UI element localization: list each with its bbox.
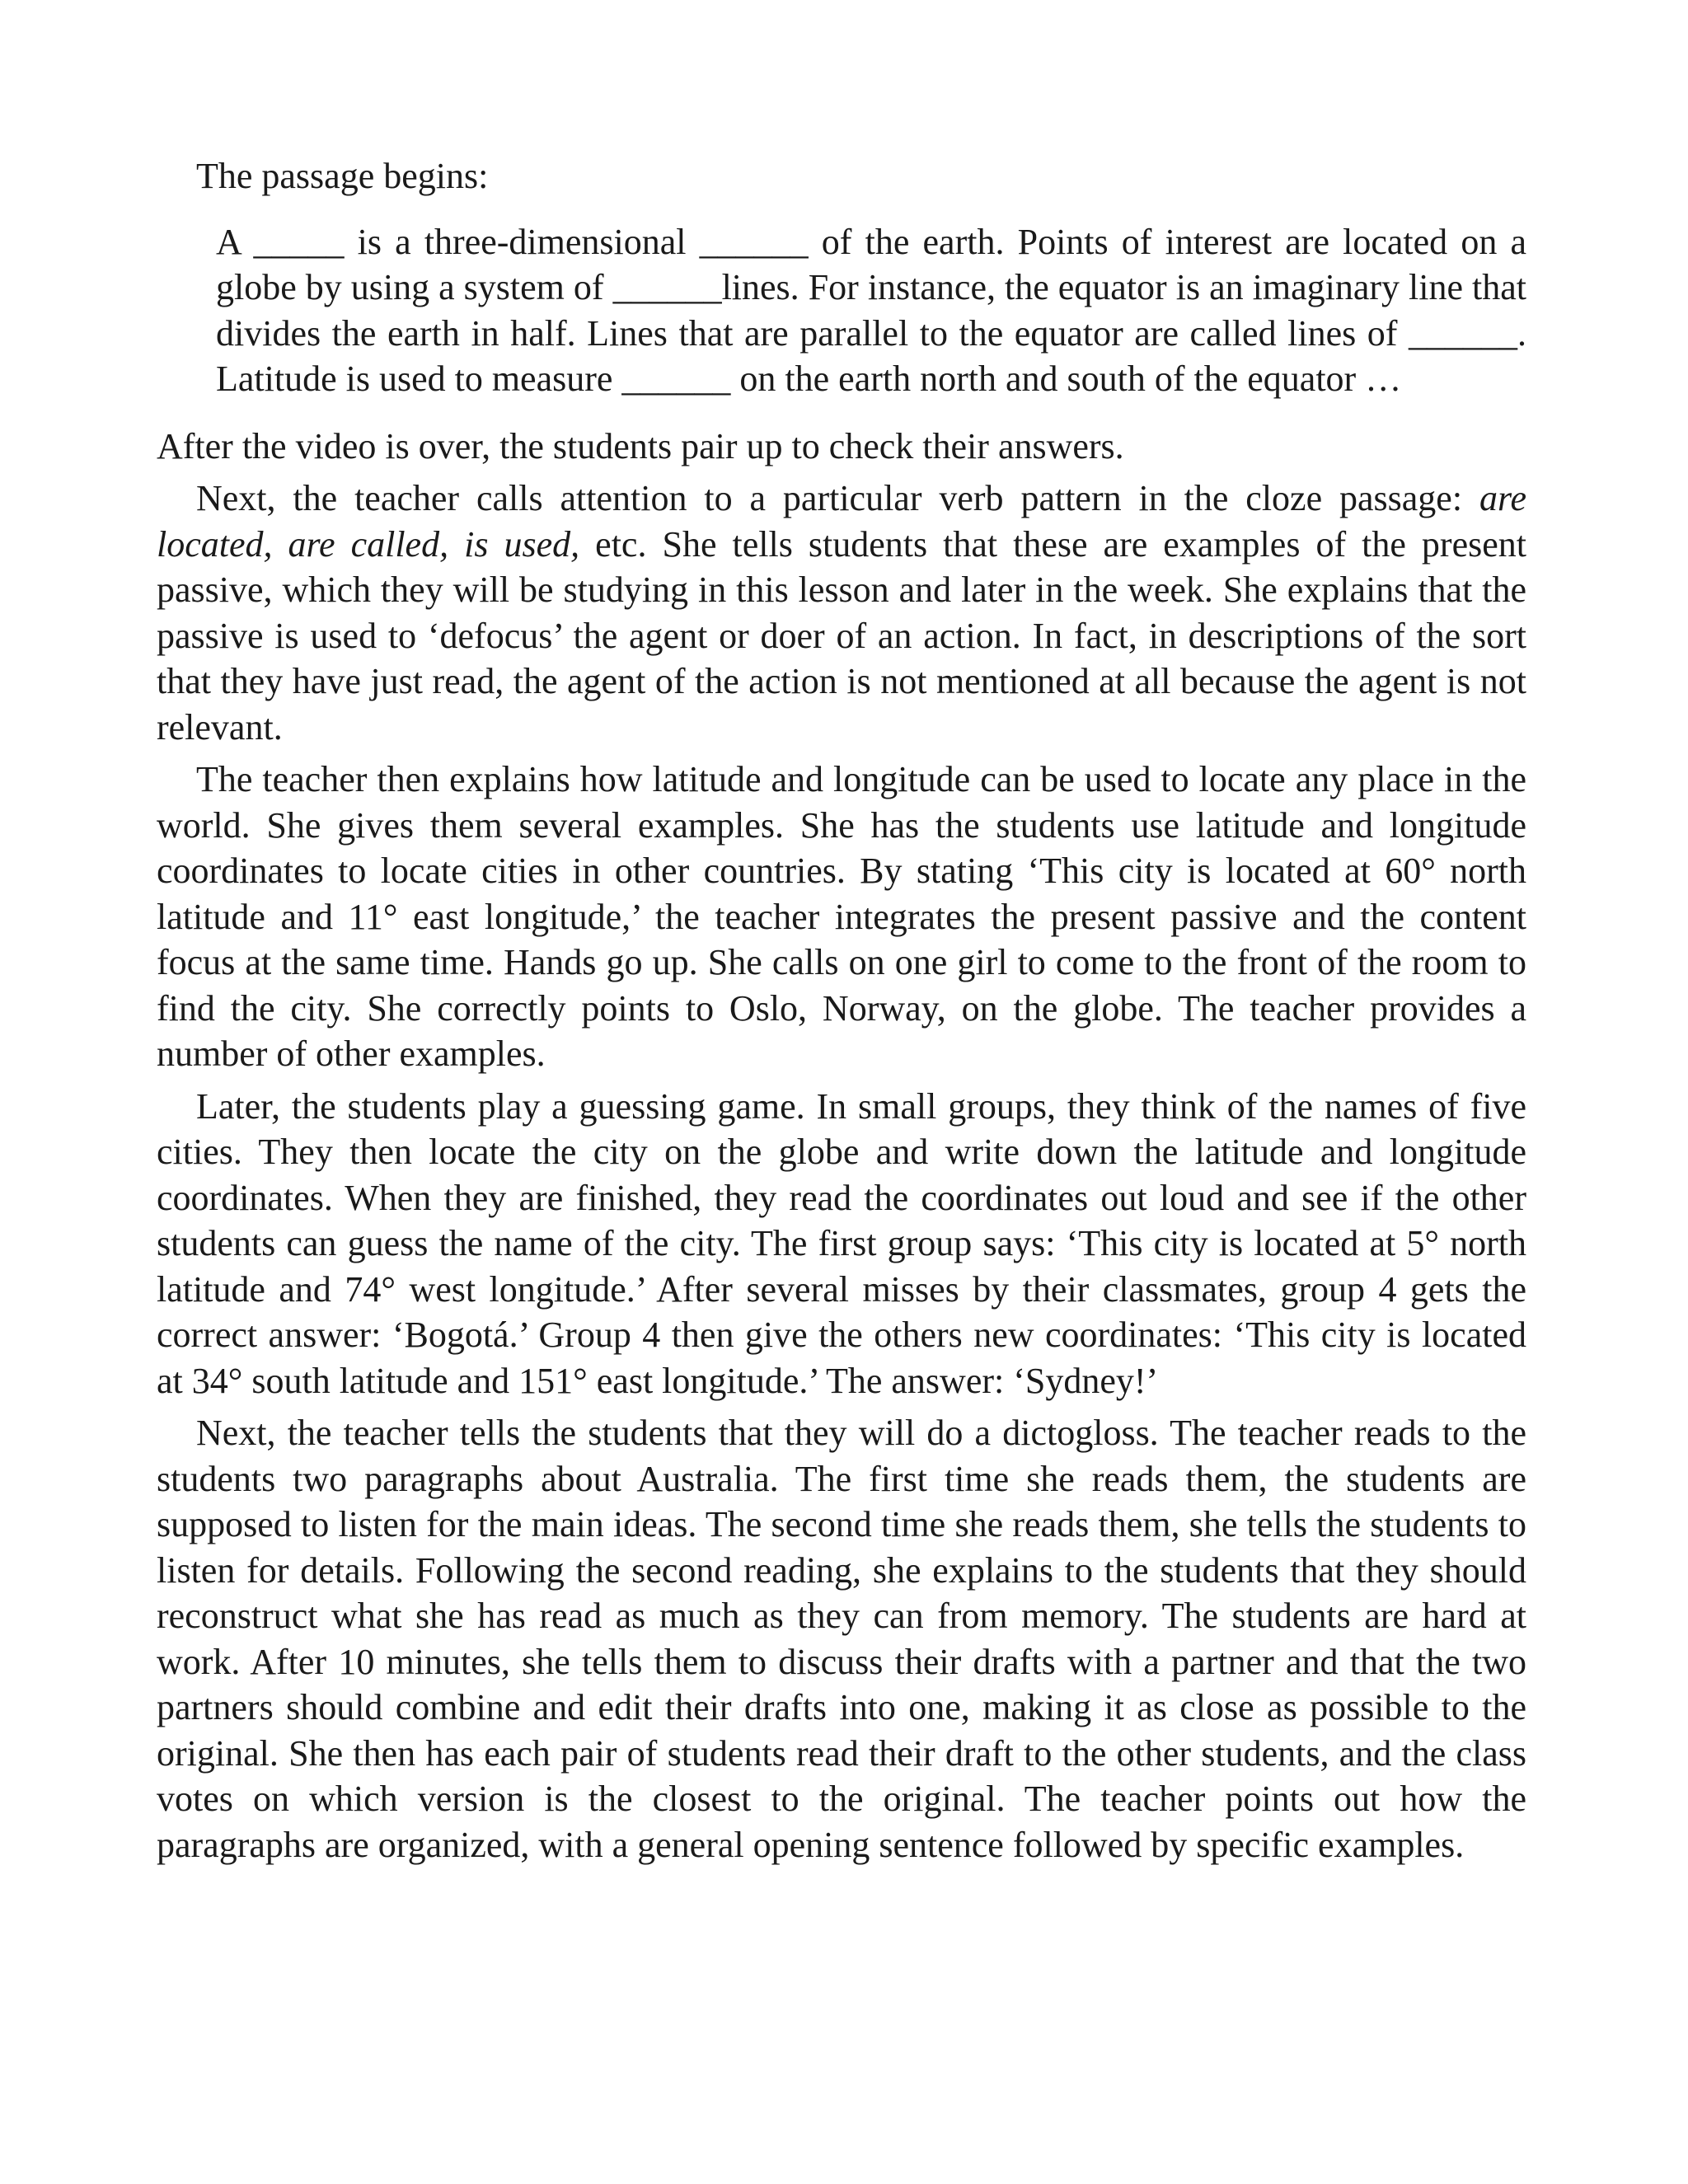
cloze-passage-quote: A _____ is a three-dimensional ______ of the earth. Points of interest are located on a globe by using a system of ______lines. For instance, the equator is an imaginary line that divides the earth in half. Lines that are parallel to the equator are called lines of ______. Latitude is used to measure ______ on the earth north and south of the equator …	[216, 221, 1526, 399]
paragraph-guessing-game: Later, the students play a guessing game. In small groups, they think of the names of five cities. They then locate the city on the globe and write down the latitude and longitude coordinates. When they are finished, they read the coordinates out loud and see if the other students can guess the name of the city. The first group says: ‘This city is located at 5° north latitude and 74° west longitude.’ After several misses by their classmates, group 4 gets the correct answer: ‘Bogotá.’ Group 4 then give the others new coordinates: ‘This city is located at 34° south latitude and 151° east longitude.’ The answer: ‘Sydney!’	[157, 1085, 1526, 1401]
paragraph-after-video: After the video is over, the students pair up to check their answers.	[157, 425, 1124, 466]
italic-verb-examples: are located, are called, is used,	[157, 478, 1526, 565]
paragraph-passive-rest: etc. She tells students that these are examples of the present passive, which they will be studying in this lesson and later in the week. She explains that the passive is used to ‘defocus’ the agent or doer of an action. In fact, in descriptions of the sort that they have just read, the agent of the action is not mentioned at all because the agent is not relevant.	[157, 523, 1526, 748]
paragraph-dictogloss: Next, the teacher tells the students that they will do a dictogloss. The teacher reads to the students two paragraphs about Australia. The first time she reads them, the students are supposed to listen for the main ideas. The second time she reads them, she tells the students to listen for details. Following the second reading, she explains to the students that they should reconstruct what she has read as much as they can from memory. The students are hard at work. After 10 minutes, she tells them to discuss their drafts with a partner and that the two partners should combine and edit their drafts into one, making it as close as possible to the original. She then has each pair of students read their draft to the other students, and the class votes on which version is the closest to the original. The teacher points out how the paragraphs are organized, with a general opening sentence followed by specific examples.	[157, 1413, 1526, 1865]
passage-intro: The passage begins:	[196, 156, 489, 196]
document-page	[157, 153, 1526, 1874]
paragraph-passive-lead: Next, the teacher calls attention to a particular verb pattern in the cloze passage:	[196, 478, 1479, 518]
paragraph-latitude-longitude: The teacher then explains how latitude and longitude can be used to locate any place in the world. She gives them several examples. She has the students use latitude and longitude coordinates to locate cities in other countries. By stating ‘This city is located at 60° north latitude and 11° east longitude,’ the teacher integrates the present passive and the content focus at the same time. Hands go up. She calls on one girl to come to the front of the room to find the city. She correctly points to Oslo, Norway, on the globe. The teacher provides a number of other examples.	[157, 759, 1526, 1074]
paragraph-passive-voice	[157, 476, 1526, 750]
